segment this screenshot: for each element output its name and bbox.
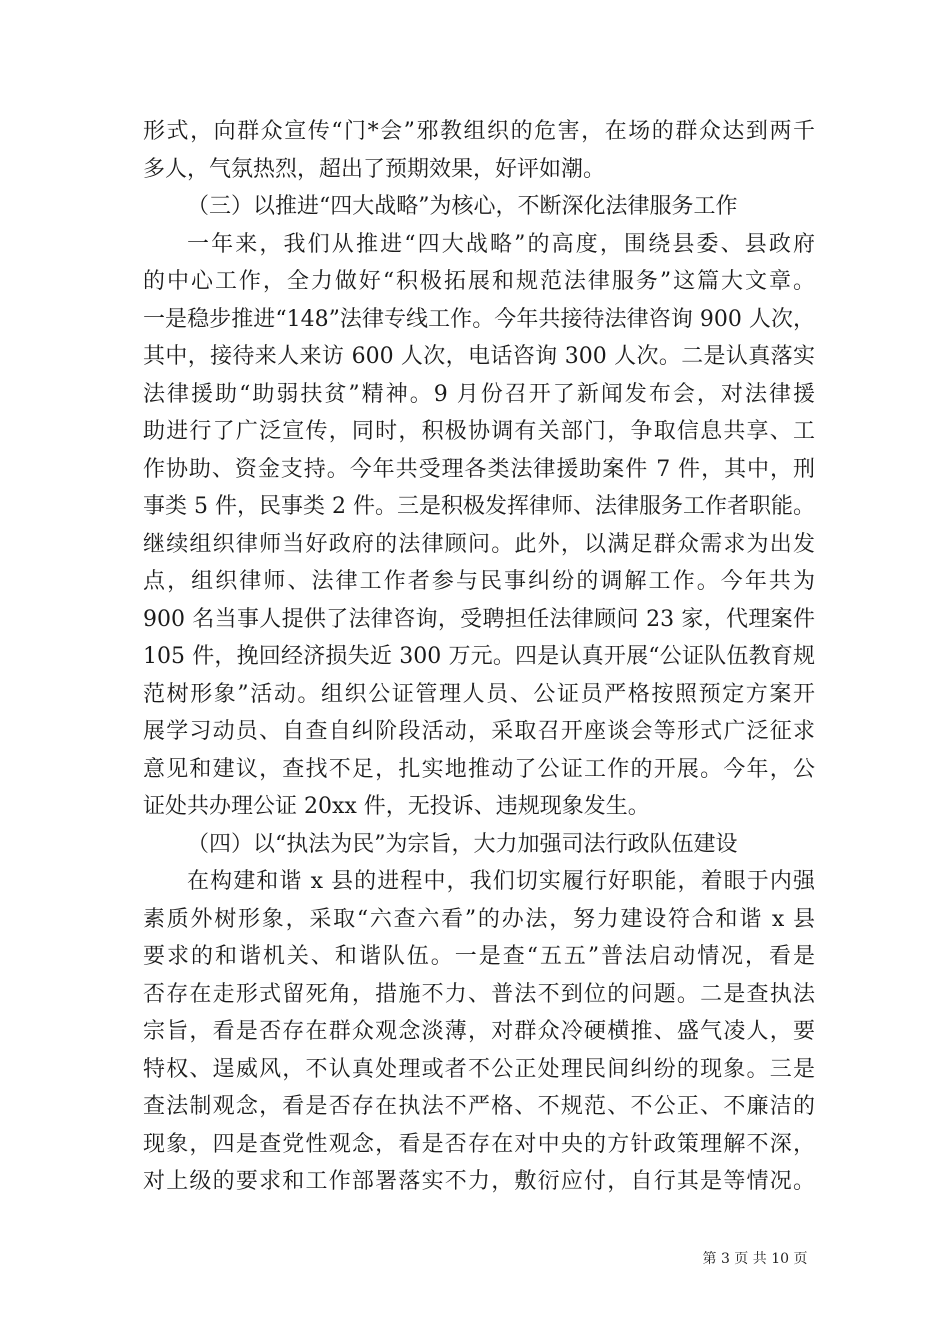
text-line: 105 件，挽回经济损失近 300 万元。四是认真开展“公证队伍教育规 bbox=[143, 644, 815, 669]
text-line: 证处共办理公证 20xx 件，无投诉、违规现象发生。 bbox=[143, 794, 650, 819]
text-line: 900 名当事人提供了法律咨询，受聘担任法律顾问 23 家，代理案件 bbox=[143, 606, 815, 632]
document-body bbox=[143, 113, 815, 1201]
text-line: 其中，接待来人来访 600 人次，电话咨询 300 人次。二是认真落实 bbox=[143, 344, 815, 369]
text-line: 作协助、资金支持。今年共受理各类法律援助案件 7 件，其中，刑 bbox=[143, 456, 815, 482]
text-line: 法律援助“助弱扶贫”精神。9 月份召开了新闻发布会，对法律援 bbox=[143, 381, 815, 407]
text-line: 特权、逞威风，不认真处理或者不公正处理民间纠纷的现象。三是 bbox=[143, 1056, 815, 1082]
text-line: 助进行了广泛宣传，同时，积极协调有关部门，争取信息共享、工 bbox=[143, 419, 815, 444]
text-line: 多人，气氛热烈，超出了预期效果，好评如潮。 bbox=[143, 156, 606, 182]
text-line: 形式，向群众宣传“门*会”邪教组织的危害，在场的群众达到两千 bbox=[143, 119, 815, 144]
text-line: 继续组织律师当好政府的法律顾问。此外，以满足群众需求为出发 bbox=[143, 531, 815, 557]
page-footer bbox=[0, 1248, 950, 1268]
text-line: 查法制观念，看是否存在执法不严格、不规范、不公正、不廉洁的 bbox=[143, 1094, 815, 1119]
text-line: 展学习动员、自查自纠阶段活动，采取召开座谈会等形式广泛征求 bbox=[143, 719, 815, 744]
text-line: 的中心工作，全力做好“积极拓展和规范法律服务”这篇大文章。 bbox=[143, 269, 815, 294]
text-line: 意见和建议，查找不足，扎实地推动了公证工作的开展。今年，公 bbox=[143, 756, 815, 782]
text-line: 对上级的要求和工作部署落实不力，敷衍应付，自行其是等情况。 bbox=[143, 1169, 815, 1194]
page-number: 第 3 页 共 10 页 bbox=[702, 1251, 808, 1267]
text-line: 事类 5 件，民事类 2 件。三是积极发挥律师、法律服务工作者职能。 bbox=[143, 494, 815, 519]
text-line: 要求的和谐机关、和谐队伍。一是查“五五”普法启动情况，看是 bbox=[143, 944, 815, 969]
text-line: 范树形象”活动。组织公证管理人员、公证员严格按照预定方案开 bbox=[143, 681, 815, 707]
section-heading: （三）以推进“四大战略”为核心，不断深化法律服务工作 bbox=[187, 194, 738, 219]
text-line: 一是稳步推进“148”法律专线工作。今年共接待法律咨询 900 人次， bbox=[143, 306, 815, 332]
paragraph-start: 在构建和谐 x 县的进程中，我们切实履行好职能，着眼于内强 bbox=[187, 869, 815, 894]
text-line: 素质外树形象，采取“六查六看”的办法，努力建设符合和谐 x 县 bbox=[143, 906, 815, 932]
text-line: 宗旨，看是否存在群众观念淡薄，对群众冷硬横推、盛气凌人，要 bbox=[143, 1019, 815, 1044]
paragraph-start: 一年来，我们从推进“四大战略”的高度，围绕县委、县政府 bbox=[187, 231, 815, 257]
section-heading: （四）以“执法为民”为宗旨，大力加强司法行政队伍建设 bbox=[187, 831, 738, 857]
text-line: 否存在走形式留死角，措施不力、普法不到位的问题。二是查执法 bbox=[143, 981, 815, 1007]
text-line: 现象，四是查党性观念，看是否存在对中央的方针政策理解不深， bbox=[143, 1131, 815, 1157]
text-line: 点，组织律师、法律工作者参与民事纠纷的调解工作。今年共为 bbox=[143, 569, 815, 594]
